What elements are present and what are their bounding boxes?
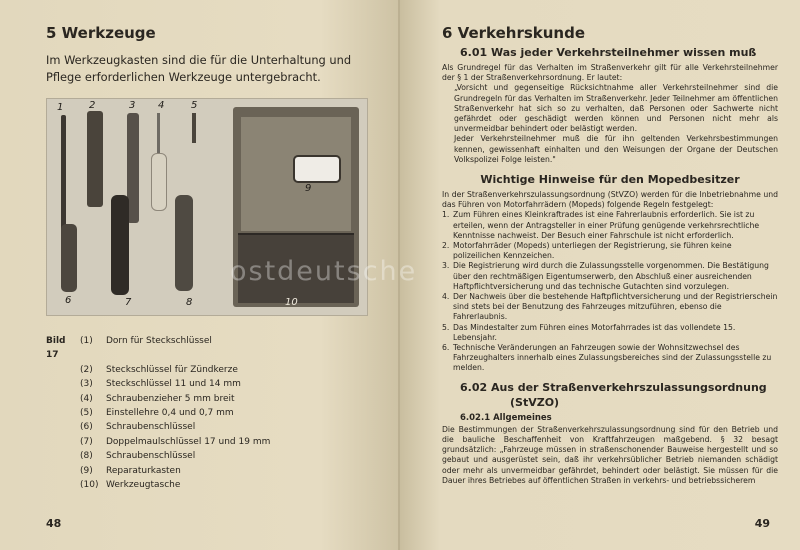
list-item: 3. Die Registrierung wird durch die Zulassungsstelle vorgenommen. Die Bestätigung über den rechtmäßigen Eigentumserwerb, den Abschluß einer ausreichenden Haftpflichtversicherung und das technische Gutachten sind vorzulegen.: [442, 261, 769, 291]
caption-num: (3): [80, 379, 93, 390]
right-page: [400, 0, 800, 550]
page-number-left: 48: [46, 517, 62, 530]
hints-title: Wichtige Hinweise für den Mopedbesitzer: [480, 173, 740, 187]
subsection-title-6-01: 6.01 Was jeder Verkehrsteilnehmer wissen muß: [460, 46, 757, 59]
caption-num: (6): [80, 422, 93, 433]
list-item: 4. Der Nachweis über die bestehende Haftpflichtversicherung und der Registrierschein sind stets bei der Benutzung des Fahrzeuges mitzuführen, ebenso die Fahrerlaubnis.: [442, 292, 778, 322]
section-heading-verkehrskunde: 6 Verkehrskunde: [442, 24, 586, 42]
paragraph-allgemeines: Die Bestimmungen der Straßenverkehrszulassungsordnung sind für den Betrieb und die bauliche Beschaffenheit von Kraftfahrzeugen maßgebend. § 32 besagt grundsätzlich: „Fahrzeuge müssen in straßenschonender Bauweise hergestellt und so gebaut und ausgerüstet sein, daß ihr verkehrsüblicher Betrieb niemanden schädigt oder mehr als unvermeidbar gefährdet, behindert oder belästigt. Sie müssen für die Dauer ihres Betriebes auf öffentlichen Straßen in verkehrs- und betriebssicherem: [442, 424, 778, 485]
page-number-right: 49: [754, 517, 770, 530]
caption-text: Dorn für Steckschlüssel: [106, 336, 212, 346]
list-item: 2. Motorfahrräder (Mopeds) unterliegen der Registrierung, sie führen keine polizeilichen Kennzeichen.: [442, 241, 732, 261]
caption-text: Steckschlüssel für Zündkerze: [106, 364, 238, 375]
subsection-title-6-02: 6.02 Aus der Straßenverkehrszulassungsordnung: [460, 380, 767, 394]
tool-5-feeler-gauge-image: [192, 113, 196, 143]
hints-intro: In der Straßenverkehrszulassungsordnung (StVZO) werden für die Inbetriebnahme und das Führen von Motorfahrrädern (Mopeds) folgende Regeln festgelegt:: [442, 190, 778, 210]
tool-1-mandrel-image: [61, 115, 66, 233]
paragraph-grundregel: Als Grundregel für das Verhalten im Straßenverkehr gilt für alle Verkehrsteilnehmer der § 1 der Straßenverkehrsordnung. Er lautet:: [442, 63, 778, 83]
caption-num: (7): [80, 436, 93, 447]
tool-label-10: 10: [285, 297, 298, 308]
caption-num: (9): [80, 465, 93, 476]
caption-text: Doppelmaulschlüssel 17 und 19 mm: [106, 436, 271, 447]
tool-label-7: 7: [125, 297, 132, 308]
tool-4-screwdriver-handle-image: [151, 153, 167, 211]
intro-paragraph: Im Werkzeugkasten sind die für die Unterhaltung und Pflege erforderlichen Werkzeuge untergebracht.: [46, 53, 352, 84]
subsection-title-6-02-1: 6.02.1 Allgemeines: [460, 412, 552, 423]
caption-num: (2): [80, 364, 93, 375]
tool-label-4: 4: [158, 100, 165, 111]
tool-label-5: 5: [191, 100, 198, 111]
tool-label-8: 8: [186, 297, 193, 308]
figure-label: Bild 17: [46, 336, 66, 361]
list-item: 5. Das Mindestalter zum Führen eines Motorfahrrades ist das vollendete 15. Lebensjahr.: [442, 322, 736, 342]
caption-text: Werkzeugtasche: [106, 480, 181, 491]
caption-num: (4): [80, 393, 93, 404]
caption-num: (1): [80, 336, 93, 346]
quote-stvo-2: Jeder Verkehrsteilnehmer muß die für ihn geltenden Verkehrsbestimmungen kennen, gewissenhaft einhalten und den Weisungen der Organe der Deutschen Volkspolizei Folge leisten.": [454, 134, 778, 164]
caption-text: Schraubenzieher 5 mm breit: [106, 393, 235, 404]
caption-text: Reparaturkasten: [106, 465, 181, 476]
tool-4-screwdriver-image: [157, 113, 160, 153]
caption-num: (5): [80, 408, 93, 419]
tool-2-spark-plug-wrench-image: [87, 111, 103, 207]
tool-label-3: 3: [129, 100, 136, 111]
caption-text: Steckschlüssel 11 und 14 mm: [106, 379, 241, 390]
tool-label-6: 6: [65, 295, 72, 306]
tool-label-1: 1: [57, 102, 64, 113]
tool-7-double-open-wrench-image: [111, 195, 129, 295]
quote-stvo-1: „Vorsicht und gegenseitige Rücksichtnahme aller Verkehrsteilnehmer sind die Grundregeln für das Verhalten im Straßenverkehr. Jeder Teilnehmer am öffentlichen Straßenverkehr hat sich so zu verhalten, daß Personen oder Sachwerte nicht gefährdet oder geschädigt werden können und Personen nicht mehr als unvermeidbar behindert oder belästigt werden.: [454, 83, 778, 134]
hints-list: [442, 210, 778, 373]
figure-caption: [46, 334, 374, 492]
watermark: ostdeutsche: [230, 256, 418, 287]
subsection-title-6-02-abbr: (StVZO): [510, 395, 560, 409]
caption-num: (10): [80, 480, 99, 491]
caption-num: (8): [80, 451, 93, 462]
caption-text: Schraubenschlüssel: [106, 422, 196, 433]
tool-label-2: 2: [89, 100, 96, 111]
list-item: 6. Technische Veränderungen an Fahrzeugen sowie der Wohnsitzwechsel des Fahrzeughalters innerhalb eines Zulassungsbereiches sind der Zulassungsstelle zu melden.: [442, 343, 772, 373]
caption-text: Schraubenschlüssel: [106, 451, 196, 462]
caption-text: Einstellehre 0,4 und 0,7 mm: [106, 408, 234, 419]
tool-6-wrench-image: [61, 224, 77, 292]
section-heading-werkzeuge: 5 Werkzeuge: [46, 24, 156, 42]
tool-label-9: 9: [305, 183, 312, 194]
tool-8-wrench-image: [175, 195, 193, 291]
list-item: 1. Zum Führen eines Kleinkraftrades ist eine Fahrerlaubnis erforderlich. Sie ist zu erteilen, wenn der Antragsteller in einer Prüfung genügende verkehrsrechtliche Kenntnisse nachweist. Der Besuch einer Fahrschule ist nicht erforderlich.: [442, 210, 760, 240]
repair-kit-image: [293, 155, 341, 183]
